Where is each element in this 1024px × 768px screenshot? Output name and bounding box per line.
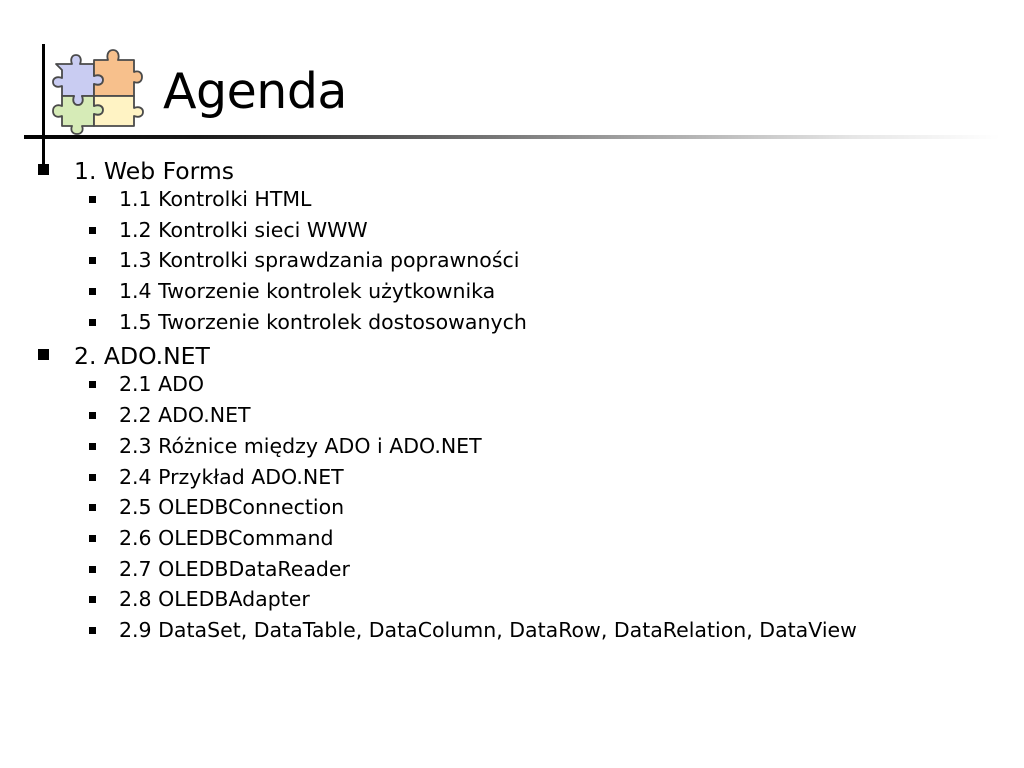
- small-square-bullet-icon: [89, 504, 96, 511]
- list-item: [0, 584, 1024, 615]
- item-label: 2.1 ADO: [119, 372, 205, 397]
- agenda-list: [0, 152, 1024, 646]
- small-square-bullet-icon: [89, 288, 96, 295]
- puzzle-pieces-icon: [48, 40, 148, 136]
- item-label: 2.9 DataSet, DataTable, DataColumn, DataRow, DataRelation, DataView: [119, 617, 857, 642]
- list-item: [0, 523, 1024, 554]
- small-square-bullet-icon: [89, 535, 96, 542]
- item-label: 1.3 Kontrolki sprawdzania poprawności: [119, 248, 520, 273]
- list-item: [0, 369, 1024, 400]
- small-square-bullet-icon: [89, 474, 96, 481]
- list-item: [0, 462, 1024, 493]
- item-label: 1.4 Tworzenie kontrolek użytkownika: [119, 279, 496, 304]
- small-square-bullet-icon: [89, 257, 96, 264]
- header-horizontal-rule: [24, 135, 1000, 139]
- small-square-bullet-icon: [89, 566, 96, 573]
- item-label: 2.5 OLEDBConnection: [119, 495, 345, 520]
- item-label: 1.5 Tworzenie kontrolek dostosowanych: [119, 309, 527, 334]
- list-item: [0, 276, 1024, 307]
- small-square-bullet-icon: [89, 227, 96, 234]
- small-square-bullet-icon: [89, 627, 96, 634]
- list-item: [0, 615, 1024, 646]
- small-square-bullet-icon: [89, 443, 96, 450]
- list-item: [0, 337, 1024, 369]
- list-item: [0, 492, 1024, 523]
- list-item: [0, 400, 1024, 431]
- square-bullet-icon: [38, 349, 49, 360]
- item-label: 2.8 OLEDBAdapter: [119, 587, 310, 612]
- list-item: [0, 245, 1024, 276]
- section-label: 2. ADO.NET: [74, 342, 210, 371]
- item-label: 1.2 Kontrolki sieci WWW: [119, 217, 368, 242]
- list-item: [0, 307, 1024, 338]
- item-label: 2.4 Przykład ADO.NET: [119, 464, 344, 489]
- section-label: 1. Web Forms: [74, 157, 235, 185]
- item-label: 2.3 Różnice między ADO i ADO.NET: [119, 433, 482, 458]
- list-item: [0, 184, 1024, 215]
- item-label: 2.2 ADO.NET: [119, 403, 251, 428]
- list-item: [0, 152, 1024, 184]
- item-label: 2.6 OLEDBCommand: [119, 525, 334, 550]
- small-square-bullet-icon: [89, 196, 96, 203]
- small-square-bullet-icon: [89, 381, 96, 388]
- list-item: [0, 215, 1024, 246]
- page-title: Agenda: [163, 63, 347, 120]
- item-label: 1.1 Kontrolki HTML: [119, 187, 312, 211]
- item-label: 2.7 OLEDBDataReader: [119, 556, 350, 581]
- list-item: [0, 554, 1024, 585]
- header-vertical-rule: [42, 44, 45, 164]
- square-bullet-icon: [38, 164, 49, 175]
- list-item: [0, 431, 1024, 462]
- small-square-bullet-icon: [89, 596, 96, 603]
- small-square-bullet-icon: [89, 319, 96, 326]
- small-square-bullet-icon: [89, 412, 96, 419]
